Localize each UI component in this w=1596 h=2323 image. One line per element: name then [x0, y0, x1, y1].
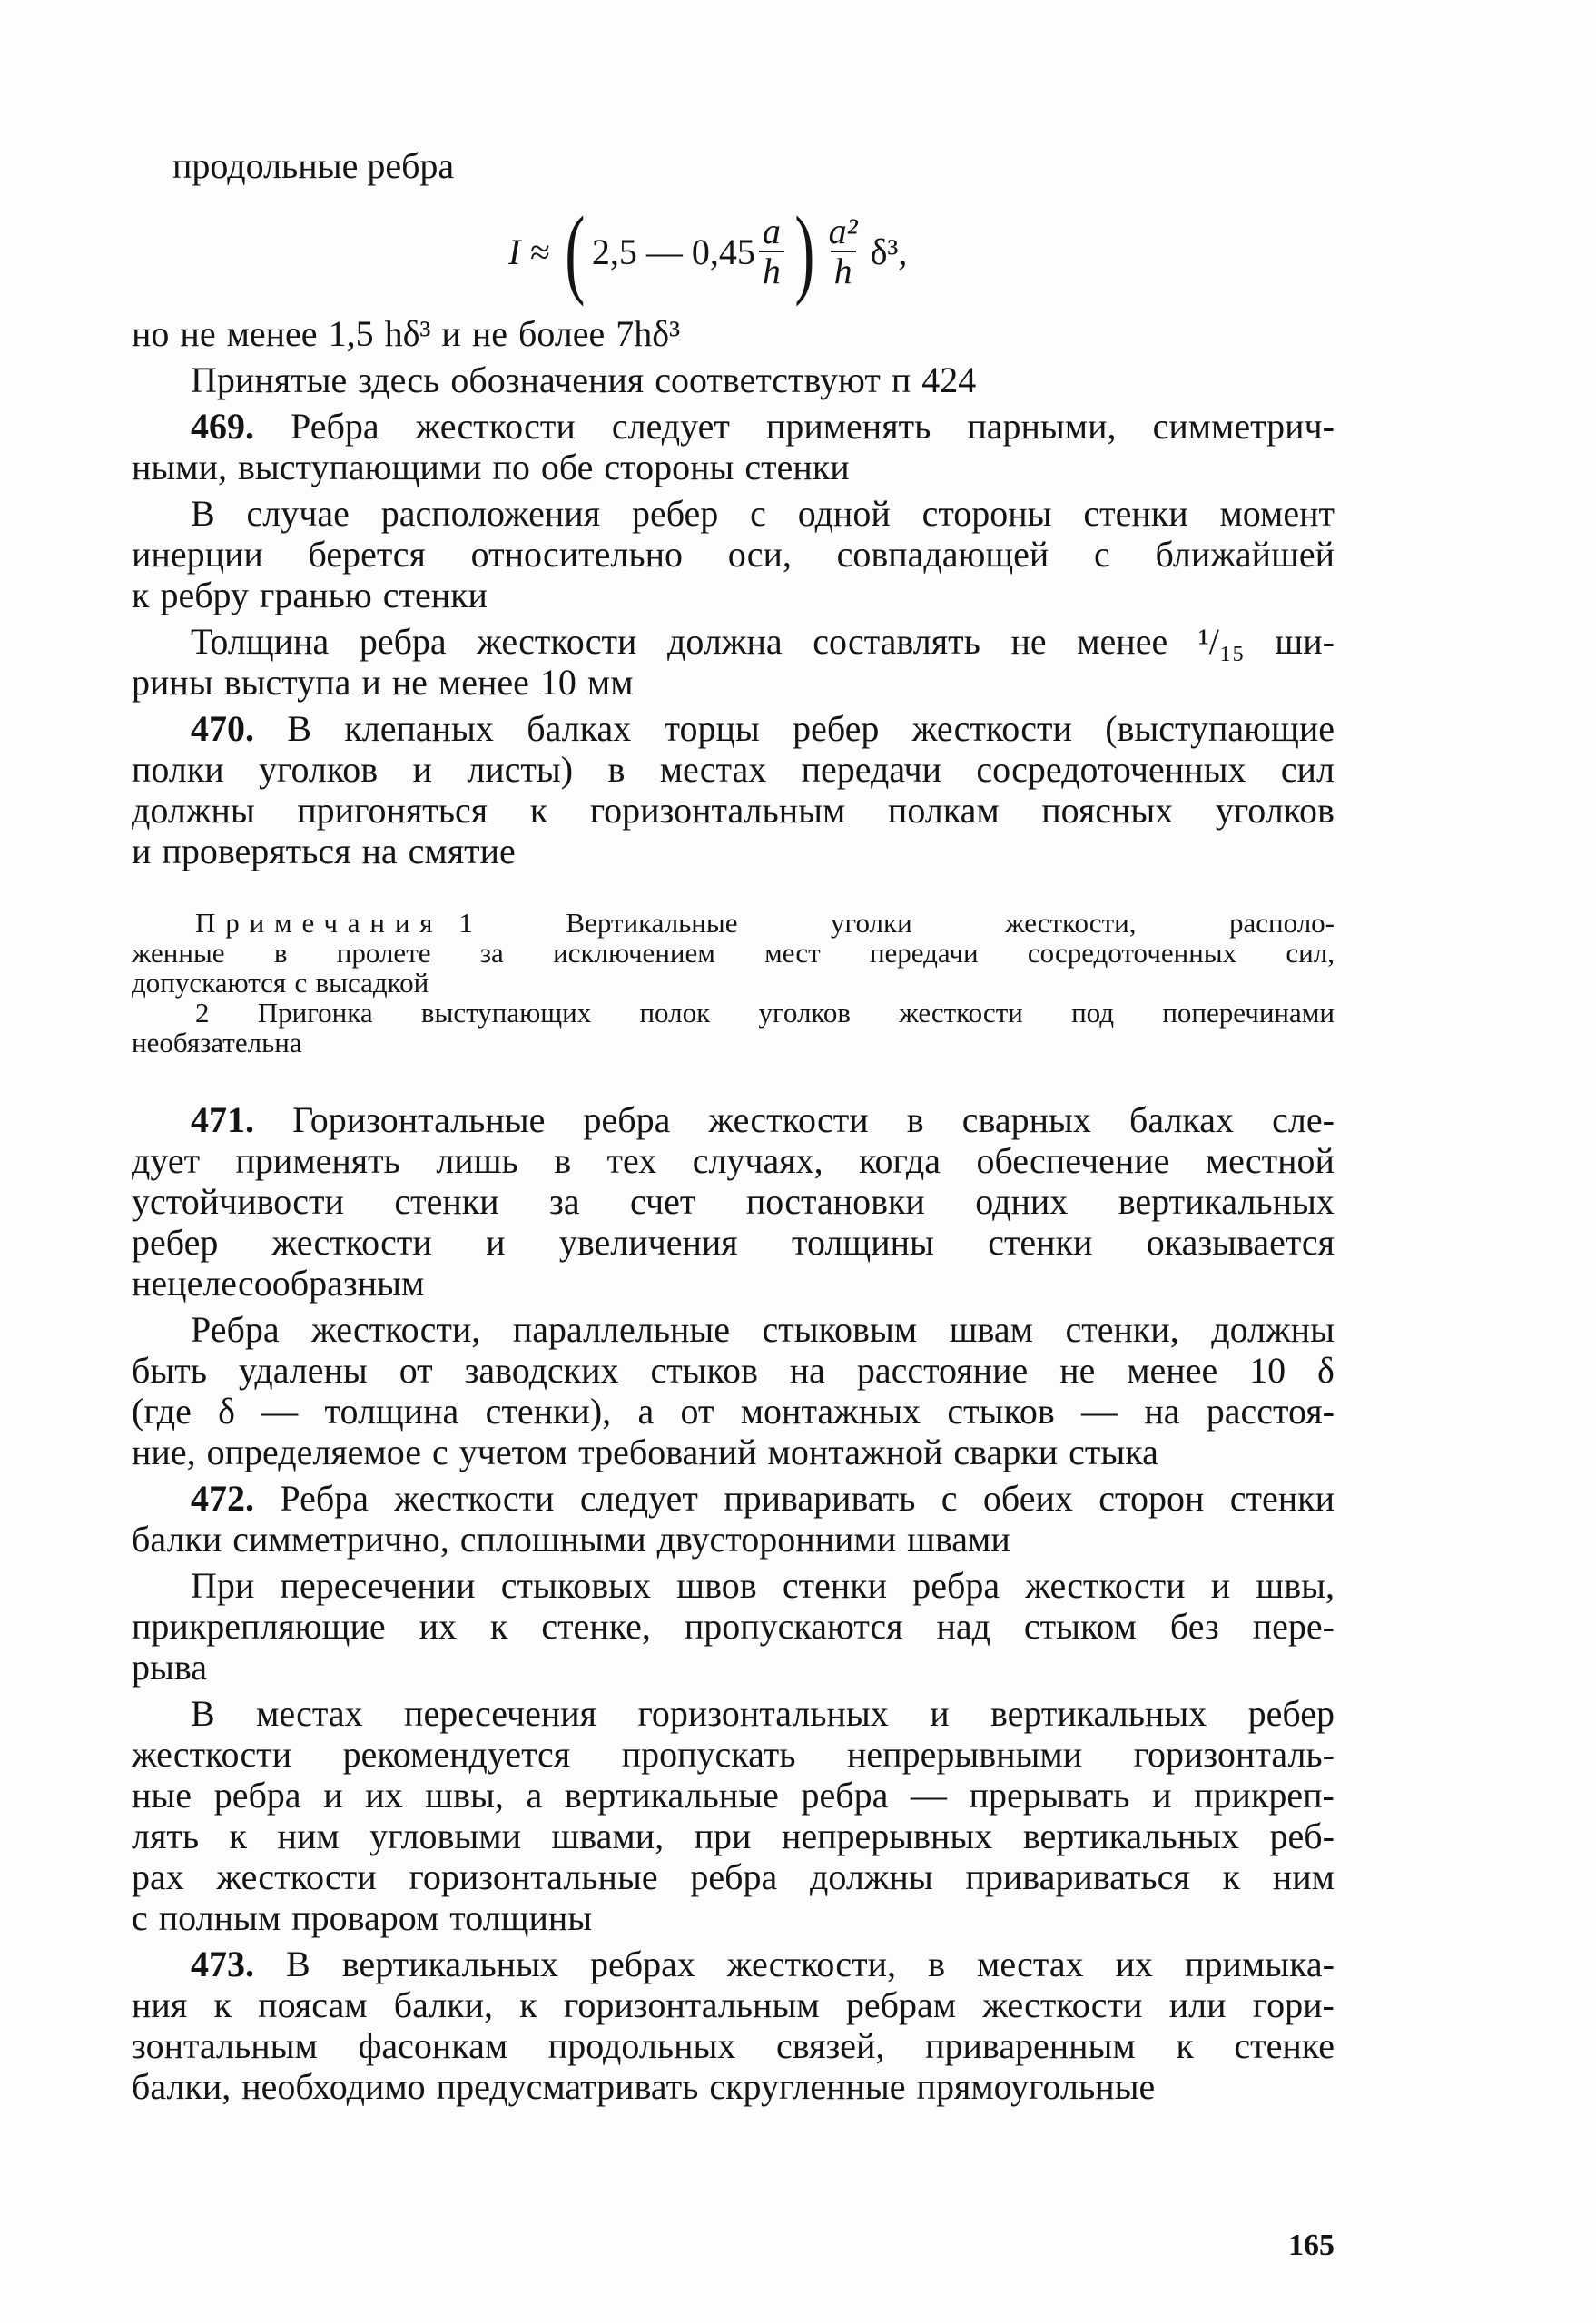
text-line: 471. Горизонтальные ребра жесткости в сварных балках сле-: [191, 1099, 1335, 1140]
text-line: с полным проваром толщины: [132, 1897, 593, 1938]
text-line: балки симметрично, сплошными двусторонними швами: [132, 1519, 1010, 1560]
paragraph-472c: [132, 1693, 1335, 1938]
text-line: рины выступа и не менее 10 мм: [132, 662, 634, 703]
note2-line: необязательна: [132, 1027, 302, 1058]
paragraph-471: [132, 1099, 1335, 1304]
clause-number: 471.: [191, 1099, 254, 1140]
text-line: должны пригоняться к горизонтальным полкам поясных уголков: [132, 790, 1335, 831]
text-line: Ребра жесткости, параллельные стыковым швам стенки, должны: [191, 1309, 1335, 1350]
paragraph-p1: [132, 313, 1335, 354]
text-line: рыва: [132, 1647, 207, 1688]
clause-number: 473.: [191, 1944, 254, 1984]
formula-inner: 2,5 — 0,45: [591, 231, 755, 272]
intro-text: продольные ребра: [172, 145, 455, 186]
text-line: В случае расположения ребер с одной стороны стенки момент: [191, 493, 1335, 534]
text-line: ными, выступающими по обе стороны стенки: [132, 447, 850, 487]
formula-fraction-1: [759, 212, 784, 290]
text-line: и проверяться на смятие: [132, 831, 516, 871]
text-line: устойчивости стенки за счет постановки одних вертикальных: [132, 1181, 1335, 1222]
note1-line: женные в пролете за исключением мест передачи сосредоточенных сил,: [132, 937, 1335, 969]
paragraph-469c: [132, 621, 1335, 703]
paragraph-472: [132, 1478, 1335, 1560]
paragraph-470: [132, 708, 1335, 871]
page-body: [132, 145, 1335, 2107]
text-line: но не менее 1,5 hδ³ и не более 7hδ³: [132, 313, 681, 354]
frac2-numerator: a²: [828, 211, 858, 251]
text-line: Принятые здесь обозначения соответствуют п 424: [191, 359, 977, 400]
text-line: полки уголков и листы) в местах передачи сосредоточенных сил: [132, 749, 1335, 790]
note-title: Примечания: [195, 907, 443, 939]
note2-line: 2 Пригонка выступающих полок уголков жесткости под поперечинами: [195, 997, 1335, 1029]
text-line: балки, необходимо предусматривать скругленные прямоугольные: [132, 2066, 1156, 2107]
text-line: 469. Ребра жесткости следует применять парными, симметрич-: [191, 406, 1335, 447]
text-line: ния к поясам балки, к горизонтальным ребрам жесткости или гори-: [132, 1984, 1335, 2025]
formula-open-paren: (: [565, 196, 586, 307]
text-line: 472. Ребра жесткости следует приваривать с обеих сторон стенки: [191, 1478, 1335, 1519]
formula: [132, 197, 1335, 306]
text-line: дует применять лишь в тех случаях, когда обеспечение местной: [132, 1140, 1335, 1181]
text-line: ребер жесткости и увеличения толщины стенки оказывается: [132, 1222, 1335, 1263]
formula-fraction-2: [825, 212, 862, 290]
text-line: (где δ — толщина стенки), а от монтажных стыков — на расстоя-: [132, 1391, 1335, 1432]
paragraph-472b: [132, 1565, 1335, 1688]
text-line: нецелесообразным: [132, 1263, 425, 1304]
text-line: 470. В клепаных балках торцы ребер жесткости (выступающие: [191, 708, 1335, 749]
frac2-denominator: h: [831, 251, 856, 290]
text-line: быть удалены от заводских стыков на расстояние не менее 10 δ: [132, 1350, 1335, 1391]
text-line: ние, определяемое с учетом требований монтажной сварки стыка: [132, 1432, 1158, 1472]
text-line: 473. В вертикальных ребрах жесткости, в местах их примыка-: [191, 1944, 1335, 1984]
paragraph-473: [132, 1944, 1335, 2107]
text-line: жесткости рекомендуется пропускать непрерывными горизонталь-: [132, 1734, 1335, 1775]
formula-close-paren: ): [794, 196, 815, 307]
formula-tail: δ³,: [870, 231, 908, 272]
paragraph-471b: [132, 1309, 1335, 1472]
text-line: прикрепляющие их к стенке, пропускаются над стыком без пере-: [132, 1606, 1335, 1647]
text-line: зонтальным фасонкам продольных связей, приваренным к стенке: [132, 2025, 1335, 2066]
text-line: В местах пересечения горизонтальных и вертикальных ребер: [191, 1693, 1335, 1734]
clause-number: 472.: [191, 1478, 254, 1519]
frac1-denominator: h: [759, 251, 784, 290]
note1-first: 1 Вертикальные уголки жесткости, располо-: [458, 907, 1335, 939]
paragraph-469b: [132, 493, 1335, 615]
text-line: рах жесткости горизонтальные ребра должны привариваться к ним: [132, 1856, 1335, 1897]
notes-block: [132, 908, 1335, 1058]
frac1-numerator: a: [762, 211, 781, 251]
clause-number: 469.: [191, 406, 254, 447]
page-number: 165: [1288, 2229, 1335, 2262]
note1-line-1: [132, 908, 1335, 938]
text-line: лять к ним угловыми швами, при непрерывных вертикальных реб-: [132, 1816, 1335, 1856]
text-line: инерции берется относительно оси, совпадающей с ближайшей: [132, 534, 1335, 575]
paragraph-p2: [132, 359, 1335, 400]
text-line: ные ребра и их швы, а вертикальные ребра — прерывать и прикреп-: [132, 1775, 1335, 1816]
text-line: к ребру гранью стенки: [132, 575, 488, 615]
clause-number: 470.: [191, 708, 254, 749]
text-line: При пересечении стыковых швов стенки ребра жесткости и швы,: [191, 1565, 1335, 1606]
note1-line: допускаются с высадкой: [132, 967, 429, 999]
text-line: Толщина ребра жесткости должна составлять не менее ¹/₁₅ ши-: [191, 621, 1335, 662]
formula-lhs: I ≈: [508, 231, 550, 272]
paragraph-469: [132, 406, 1335, 487]
intro-line: [172, 145, 1335, 186]
